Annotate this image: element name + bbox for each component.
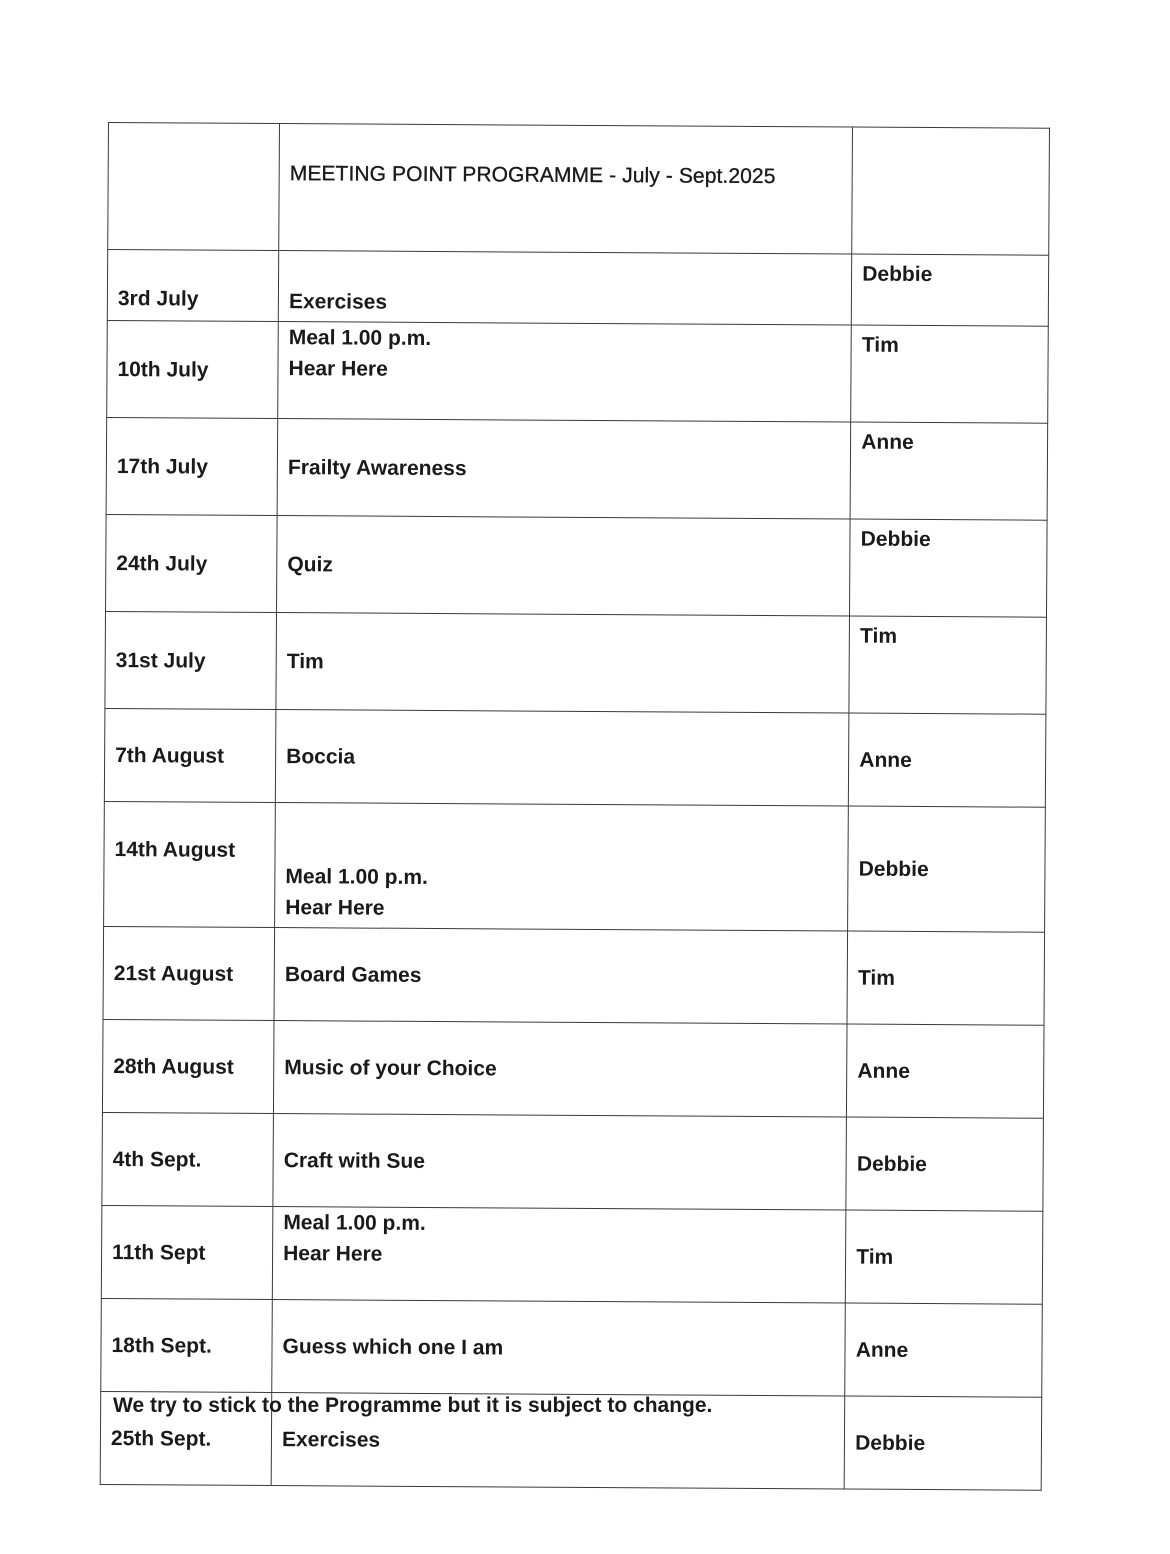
activity-line: Exercises	[288, 290, 388, 314]
activity-line: Quiz	[287, 552, 333, 576]
table-row	[106, 514, 1048, 617]
row-host: Tim	[849, 616, 1046, 714]
activity-line: Hear Here	[285, 896, 385, 920]
row-host: Anne	[850, 422, 1047, 520]
row-date: 17th July	[106, 417, 278, 515]
row-host: Debbie	[844, 1396, 1041, 1490]
table-row	[106, 417, 1048, 520]
programme-table	[100, 122, 1050, 1491]
row-activity	[278, 251, 852, 325]
row-activity	[277, 419, 851, 519]
activity-line: Music of your Choice	[284, 1055, 497, 1080]
row-date: 11th Sept	[101, 1205, 273, 1299]
table-row	[105, 611, 1047, 714]
row-activity	[275, 710, 849, 806]
row-activity	[272, 1207, 846, 1303]
table-row	[102, 1019, 1044, 1118]
programme-title: MEETING POINT PROGRAMME - July - Sept.2025	[279, 124, 853, 254]
table-row	[101, 1205, 1043, 1304]
header-empty-cell	[852, 127, 1050, 255]
activity-line: Boccia	[286, 744, 356, 769]
table-row	[101, 1298, 1043, 1397]
row-host: Debbie	[848, 806, 1046, 932]
footnote: We try to stick to the Programme but it is subject to change.	[113, 1394, 713, 1417]
header-empty-cell	[108, 123, 280, 251]
activity-line: Guess which one I am	[282, 1334, 504, 1359]
row-activity	[276, 613, 850, 713]
activity-line: Craft with Sue	[283, 1148, 425, 1173]
activity-line: Meal 1.00 p.m.	[283, 1211, 426, 1235]
row-activity	[274, 1021, 848, 1117]
table-header-row	[108, 123, 1050, 256]
row-host: Tim	[847, 931, 1044, 1025]
activity-line: Hear Here	[288, 357, 388, 381]
activity-line: Hear Here	[283, 1242, 383, 1266]
activity-line: Board Games	[284, 962, 422, 987]
row-activity	[274, 928, 848, 1024]
row-host: Debbie	[851, 254, 1048, 326]
activity-line: Tim	[286, 649, 324, 673]
row-date: 10th July	[107, 320, 279, 418]
row-date: 24th July	[106, 514, 278, 612]
row-host: Anne	[847, 1024, 1044, 1118]
table-row	[104, 801, 1046, 932]
row-date: 3rd July	[107, 250, 279, 322]
row-activity	[277, 516, 851, 616]
table-row	[107, 250, 1048, 327]
row-activity	[275, 803, 849, 931]
row-host: Debbie	[850, 519, 1047, 617]
row-date: 18th Sept.	[101, 1298, 273, 1392]
table-row	[103, 926, 1045, 1025]
row-date: 21st August	[103, 926, 275, 1020]
row-host: Tim	[846, 1210, 1043, 1304]
row-date: 25th Sept.	[100, 1391, 272, 1485]
row-host: Anne	[849, 713, 1046, 807]
row-date: 4th Sept.	[102, 1112, 274, 1206]
activity-line: Meal 1.00 p.m.	[288, 326, 432, 350]
activity-line: Frailty Awareness	[287, 455, 467, 480]
table-row	[104, 708, 1046, 807]
row-activity	[272, 1300, 846, 1396]
row-date: 14th August	[104, 801, 276, 927]
row-date: 31st July	[105, 611, 277, 709]
table-row	[102, 1112, 1044, 1211]
row-host: Debbie	[846, 1117, 1043, 1211]
row-date: 28th August	[102, 1019, 274, 1113]
row-host: Tim	[851, 325, 1048, 423]
activity-line: Meal 1.00 p.m.	[285, 865, 428, 889]
table-row	[107, 320, 1049, 423]
row-host: Anne	[845, 1303, 1042, 1397]
row-activity	[278, 322, 852, 422]
activity-line: Exercises	[281, 1427, 381, 1452]
row-date: 7th August	[104, 708, 276, 802]
row-activity	[273, 1114, 847, 1210]
